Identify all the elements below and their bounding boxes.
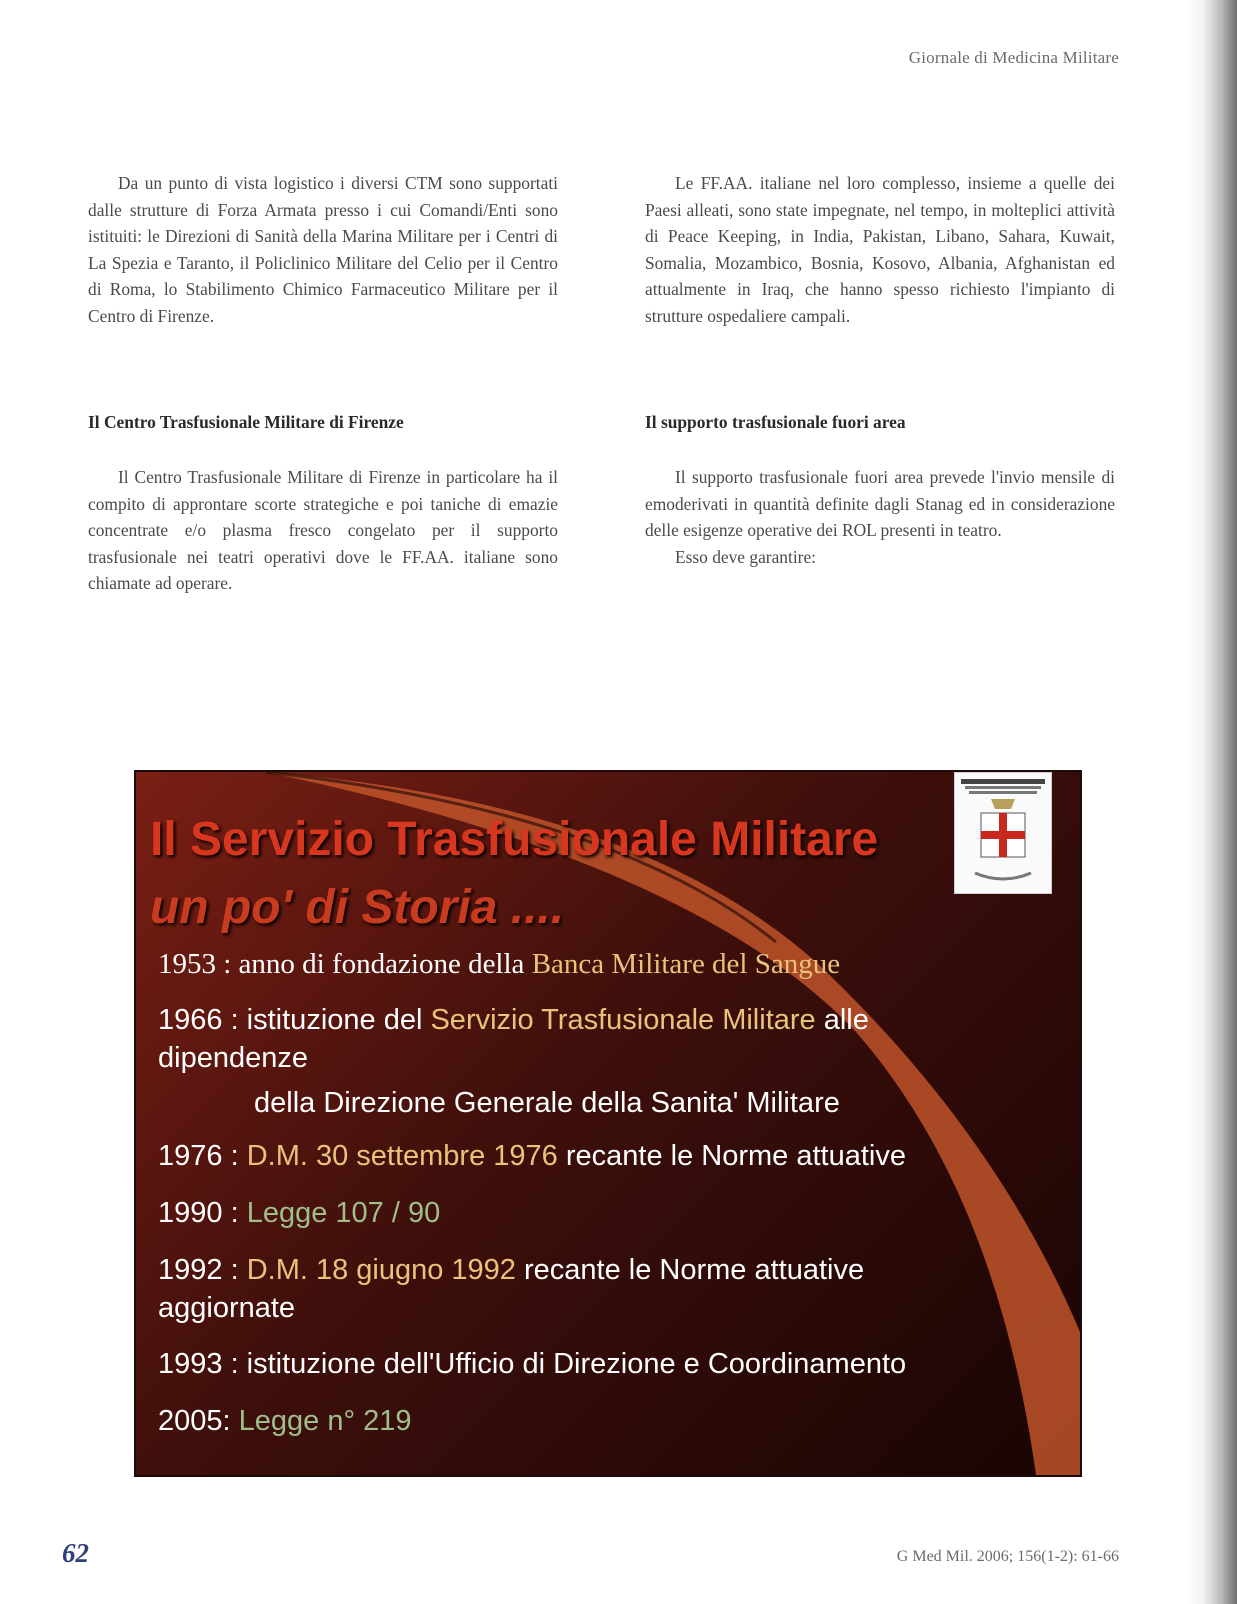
timeline-1976: 1976 : D.M. 30 settembre 1976 recante le Norme attuative xyxy=(158,1140,906,1172)
paragraph: Esso deve garantire: xyxy=(675,546,817,567)
crest-icon xyxy=(955,773,1051,893)
timeline-1993: 1993 : istituzione dell'Ufficio di Direzione e Coordinamento xyxy=(158,1348,907,1380)
timeline-1966-cont: dipendenze xyxy=(158,1042,308,1074)
right-column-top xyxy=(645,170,1115,329)
left-column-top xyxy=(88,170,558,329)
timeline-1992-cont: aggiornate xyxy=(158,1292,296,1324)
timeline-2005: 2005: Legge n° 219 xyxy=(158,1405,412,1437)
slide-subtitle: un po' di Storia .... xyxy=(150,881,565,934)
timeline-1992: 1992 : D.M. 18 giugno 1992 recante le Norme attuative xyxy=(158,1254,865,1286)
emblem-logo xyxy=(954,772,1052,894)
paragraph: Le FF.AA. italiane nel loro complesso, insieme a quelle dei Paesi alleati, sono state impegnate, nel tempo, in molteplici attività di Peace Keeping, in India, Pakistan, Libano, Sahara, Kuwait, Somalia, Mozambico, Bosnia, Kosovo, Albania, Afghanistan ed attualmente in Iraq, che hanno spesso richiesto l'impianto di strutture ospedaliere campali. xyxy=(645,173,1115,326)
paragraph: Il Centro Trasfusionale Militare di Firenze in particolare ha il compito di approntare scorte strategiche e poi taniche di emazie concentrate e/o plasma fresco congelato per il supporto trasfusionale nei teatri operativi dove le FF.AA. italiane sono chiamate ad operare. xyxy=(88,467,558,593)
citation: G Med Mil. 2006; 156(1-2): 61-66 xyxy=(896,1548,1119,1565)
section-heading-firenze: Il Centro Trasfusionale Militare di Firenze xyxy=(88,412,404,432)
slide-title: Il Servizio Trasfusionale Militare xyxy=(150,813,879,866)
section-heading-fuori-area: Il supporto trasfusionale fuori area xyxy=(645,412,906,432)
page-edge-shadow xyxy=(1185,0,1237,1604)
timeline-1966: 1966 : istituzione del Servizio Trasfusionale Militare alle xyxy=(158,1004,869,1036)
timeline-1990: 1990 : Legge 107 / 90 xyxy=(158,1197,441,1229)
running-head: Giornale di Medicina Militare xyxy=(908,48,1119,67)
timeline-1953: 1953 : anno di fondazione della Banca Militare del Sangue xyxy=(158,948,841,980)
paragraph: Il supporto trasfusionale fuori area prevede l'invio mensile di emoderivati in quantità definite dagli Stanag ed in considerazione delle esigenze operative dei ROL presenti in teatro. xyxy=(645,467,1115,540)
paragraph: Da un punto di vista logistico i diversi CTM sono supportati dalle strutture di Forza Armata presso i cui Comandi/Enti sono istituiti: le Direzioni di Sanità della Marina Militare per i Centri di La Spezia e Taranto, il Policlinico Militare del Celio per il Centro di Roma, lo Stabilimento Chimico Farmaceutico Militare per il Centro di Firenze. xyxy=(88,173,558,326)
left-column-bottom xyxy=(88,464,558,597)
page-number: 62 xyxy=(62,1538,89,1568)
right-column-bottom xyxy=(645,464,1115,570)
presentation-slide xyxy=(134,770,1082,1477)
timeline-1966-cont2: della Direzione Generale della Sanita' Militare xyxy=(254,1087,840,1119)
